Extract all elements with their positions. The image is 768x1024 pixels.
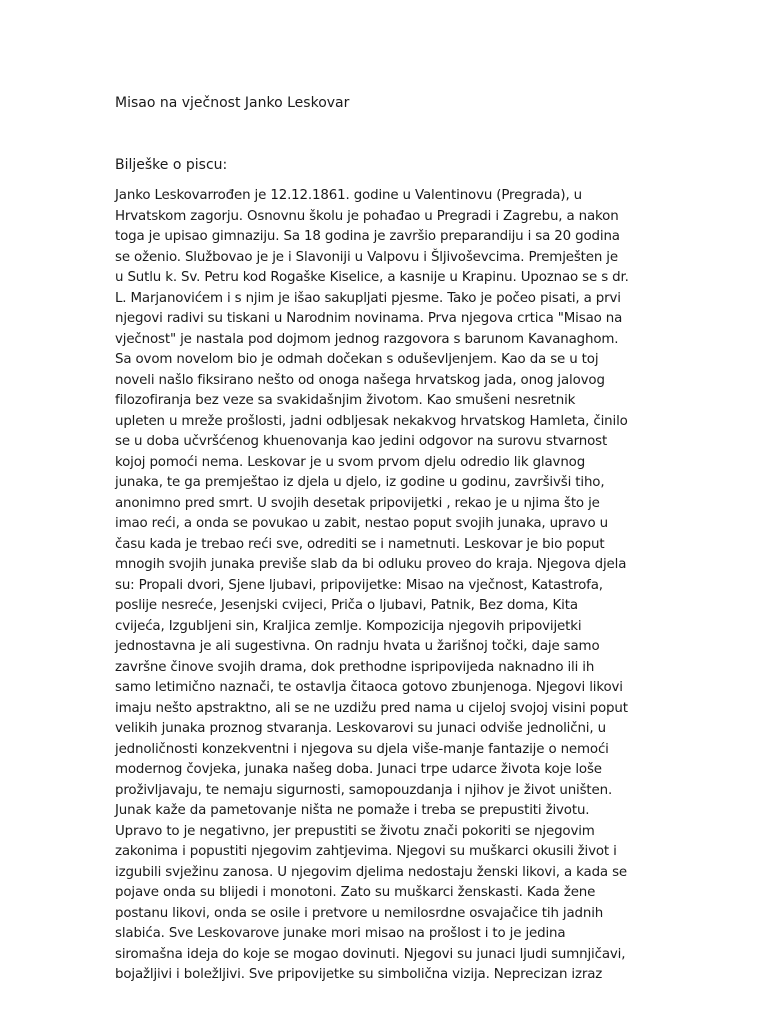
body-line: junaka, te ga premještao iz djela u djelo, iz godine u godinu, završivši tiho, xyxy=(115,475,605,490)
body-line: se u doba učvršćenog khuenovanja kao jedini odgovor na surovu stvarnost xyxy=(115,434,608,449)
document-title: Misao na vječnost Janko Leskovar xyxy=(115,95,350,111)
section-heading: Bilješke o piscu: xyxy=(115,157,228,173)
body-line: pojave onda su blijedi i monotoni. Zato su muškarci ženskasti. Kada žene xyxy=(115,885,596,900)
body-line: filozofiranja bez veze sa svakidašnjim životom. Kao smušeni nesretnik xyxy=(115,393,576,408)
body-line: L. Marjanovićem i s njim je išao sakupljati pjesme. Tako je počeo pisati, a prvi xyxy=(115,290,621,306)
body-line: mnogih svojih junaka previše slab da bi odluku proveo do kraja. Njegova djela xyxy=(115,557,627,572)
body-line: upleten u mreže prošlosti, jadni odbljesak nekakvog hrvatskog Hamleta, činilo xyxy=(115,413,628,429)
body-line: času kada je trebao reći sve, odrediti se i nametnuti. Leskovar je bio poput xyxy=(115,536,605,552)
body-line: proživljavaju, te nemaju sigurnosti, samopouzdanja i njihov je život uništen. xyxy=(115,782,613,798)
body-line: u Sutlu k. Sv. Petru kod Rogaške Kiselice, a kasnije u Krapinu. Upoznao se s dr. xyxy=(115,270,629,285)
body-line: jednoličnosti konzekventni i njegova su djela više-manje fantazije o nemoći xyxy=(115,741,609,757)
body-line: cvijeća, Izgubljeni sin, Kraljica zemlje. Kompozicija njegovih pripovijetki xyxy=(115,618,582,634)
body-line: kojoj pomoći nema. Leskovar je u svom prvom djelu odredio lik glavnog xyxy=(115,454,586,470)
body-line: njegovi radivi su tiskani u Narodnim novinama. Prva njegova crtica "Misao na xyxy=(115,311,623,326)
body-line: toga je upisao gimnaziju. Sa 18 godina je završio preparandiju i sa 20 godina xyxy=(115,229,620,244)
body-line: jednostavna je ali sugestivna. On radnju hvata u žarišnoj točki, daje samo xyxy=(115,639,600,654)
body-line: samo letimično naznači, te ostavlja čitaoca gotovo zbunjenoga. Njegovi likovi xyxy=(115,680,623,695)
body-line: zakonima i popustiti njegovim zahtjevima. Njegovi su muškarci okusili život i xyxy=(115,844,617,859)
body-line: Upravo to je negativno, jer prepustiti se životu znači pokoriti se njegovim xyxy=(115,823,595,839)
body-line: imaju nešto apstraktno, ali se ne uzdižu pred nama u cijeloj svojoj visini poput xyxy=(115,700,628,716)
body-paragraph xyxy=(115,186,655,986)
body-line: siromašna ideja do koje se mogao dovinuti. Njegovi su junaci ljudi sumnjičavi, xyxy=(115,946,626,962)
body-line: slabića. Sve Leskovarove junake mori misao na prošlost i to je jedina xyxy=(115,926,566,941)
body-line: poslije nesreće, Jesenjski cvijeci, Priča o ljubavi, Patnik, Bez doma, Kita xyxy=(115,598,578,613)
body-line: imao reći, a onda se povukao u zabit, nestao poput svojih junaka, upravo u xyxy=(115,516,608,531)
body-line: završne činove svojih drama, dok prethodne ispripovijeda naknadno ili ih xyxy=(115,659,595,675)
body-line: se oženio. Službovao je je i Slavoniji u Valpovu i Šljivoševcima. Premješten je xyxy=(115,249,618,265)
body-line: Junak kaže da pametovanje ništa ne pomaže i treba se prepustiti životu. xyxy=(115,803,590,818)
body-line: velikih junaka proznog stvaranja. Leskovarovi su junaci odviše jednolični, u xyxy=(115,721,606,736)
body-line: izgubili svježinu zanosa. U njegovim djelima nedostaju ženski likovi, a kada se xyxy=(115,864,628,880)
body-line: noveli našlo fiksirano nešto od onoga našega hrvatskog jada, onog jalovog xyxy=(115,372,605,388)
body-line: bojažljivi i boležljivi. Sve pripovijetke su simbolična vizija. Neprecizan izraz xyxy=(115,967,603,982)
body-line: su: Propali dvori, Sjene ljubavi, pripovijetke: Misao na vječnost, Katastrofa, xyxy=(115,577,603,593)
body-line: anonimno pred smrt. U svojih desetak pripovijetki , rekao je u njima što je xyxy=(115,495,600,511)
body-line: vječnost" je nastala pod dojmom jednog razgovora s barunom Kavanaghom. xyxy=(115,331,619,347)
body-line: Janko Leskovarrođen je 12.12.1861. godine u Valentinovu (Pregrada), u xyxy=(115,188,582,203)
body-line: Hrvatskom zagorju. Osnovnu školu je pohađao u Pregradi i Zagrebu, a nakon xyxy=(115,208,619,224)
body-line: postanu likovi, onda se osile i pretvore u nemilosrdne osvajačice tih jadnih xyxy=(115,905,604,921)
body-line: modernog čovjeka, junaka našeg doba. Junaci trpe udarce života koje loše xyxy=(115,762,602,777)
body-line: Sa ovom novelom bio je odmah dočekan s oduševljenjem. Kao da se u toj xyxy=(115,352,599,367)
